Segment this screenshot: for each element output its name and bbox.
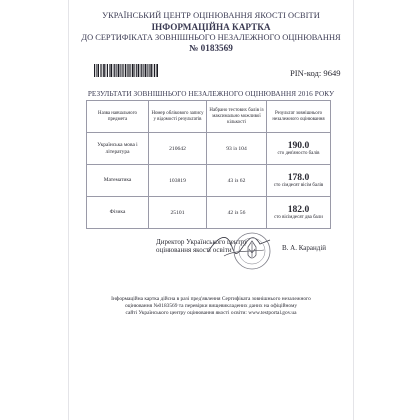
subject-cell: Математика [87, 165, 149, 197]
result-cell [267, 165, 331, 197]
results-title: РЕЗУЛЬТАТИ ЗОВНІШНЬОГО НЕЗАЛЕЖНОГО ОЦІНЮВАННЯ 2016 РОКУ [87, 90, 335, 98]
document-subtitle: ДО СЕРТИФІКАТА ЗОВНІШНЬОГО НЕЗАЛЕЖНОГО ОЦІНЮВАННЯ [81, 33, 341, 42]
score-value: 190.0 [287, 140, 310, 151]
organization-name: УКРАЇНСЬКИЙ ЦЕНТР ОЦІНЮВАННЯ ЯКОСТІ ОСВІТИ [102, 11, 320, 20]
footer-line-3: сайті Українського центру оцінювання якості освіти: www.testportal.gov.ua [125, 310, 297, 316]
table-row [87, 165, 331, 197]
table-row [87, 197, 331, 229]
result-cell [267, 197, 331, 229]
record-cell: 210642 [149, 133, 207, 165]
column-header-record: Номер облікового запису у відомості результатів [149, 101, 207, 133]
document-title: ІНФОРМАЦІЙНА КАРТКА [151, 22, 271, 32]
signatory-name: В. А. Карандій [282, 244, 327, 252]
certificate-number: № 0183569 [189, 43, 233, 53]
footer-line-2: оцінювання №0183569 та перевірки вищевикладених даних на офіційному [124, 303, 298, 309]
footer-note [96, 296, 326, 317]
table-header-row [87, 101, 331, 133]
results-table [86, 100, 331, 229]
column-header-subject: Назва навчального предмета [87, 101, 149, 133]
signatory-title-line1: Директор Українського центру [156, 238, 248, 246]
official-seal-icon [232, 231, 272, 271]
score-words: сто вісімдесят два бали [274, 215, 323, 220]
points-cell: 93 із 104 [207, 133, 267, 165]
result-cell [267, 133, 331, 165]
subject-cell: Фізика [87, 197, 149, 229]
score-words: сто дев'яносто балів [277, 151, 320, 156]
record-cell: 103819 [149, 165, 207, 197]
pin-code: PIN-код: 9649 [290, 68, 341, 78]
column-header-result: Результат зовнішнього незалежного оцінювання [267, 101, 331, 133]
points-cell: 43 із 62 [207, 165, 267, 197]
score-words: сто сімдесят вісім балів [273, 183, 324, 188]
signatory-title-line2: оцінювання якості освіти [156, 246, 232, 255]
points-cell: 42 із 56 [207, 197, 267, 229]
score-value: 178.0 [287, 172, 310, 183]
footer-line-1: Інформаційна картка дійсна в разі пред'явлення Сертифіката зовнішнього незалежного [111, 296, 311, 302]
table-row [87, 133, 331, 165]
score-value: 182.0 [287, 204, 310, 215]
subject-cell: Українська мова і література [87, 133, 149, 165]
barcode-icon [94, 64, 158, 77]
column-header-points: Набрано тестових балів із максимально можливої кількості [207, 101, 267, 133]
record-cell: 25101 [149, 197, 207, 229]
